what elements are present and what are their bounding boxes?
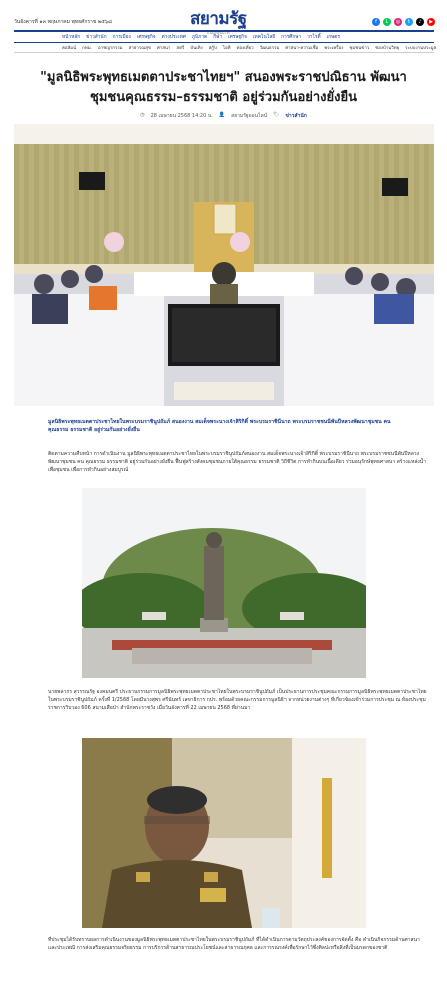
chairman-illustration (82, 738, 366, 928)
article-paragraph: ที่ประชุมได้รับทราบผลการดำเนินงานของมูลนิธิพระพุทธเมตตาประชาไทยในพระบรมราชินูปถัมภ์ ที่ได้ดำเนินการตามวัตถุประสงค์ของการจัดตั้ง คือ ดำเนินกิจกรรมด้านศาสนาและประเพณี การส่งเสริมคุณธรรมจริยธรรม การบริการด้านสาธารณประโยชน์และสาธารณกุศล และการรณรงค์เพื่อรักษาไว้ซึ่งศิลปะหรือสิ่งที่เป็นมรดกของชาติ (48, 937, 420, 951)
subnav-item[interactable]: กทม. (82, 46, 93, 51)
nav-item[interactable]: เศรษฐกิจ (228, 35, 247, 40)
primary-nav (14, 30, 434, 42)
nav-item[interactable]: การศึกษา (281, 35, 302, 40)
article-meta (0, 112, 447, 120)
subnav-item[interactable]: สตรี (176, 46, 185, 51)
twitter-icon[interactable]: t (405, 18, 413, 26)
subnav-item[interactable]: ไอที (222, 46, 231, 51)
subnav-item[interactable]: ชุมชนข่าว (349, 46, 370, 51)
subnav-item[interactable]: วัฒนธรรม (259, 46, 280, 51)
subnav-item[interactable]: ศาสนา (156, 46, 171, 51)
subnav-item[interactable]: ระบบงานประมูล (405, 46, 437, 51)
line-icon[interactable]: L (383, 18, 391, 26)
meeting-photo (14, 124, 434, 406)
nav-item[interactable]: กีฬา (213, 35, 223, 40)
nav-item[interactable]: เกษตร (326, 35, 340, 40)
facebook-icon[interactable]: f (372, 18, 380, 26)
meeting-illustration (14, 124, 434, 406)
logo-subtitle: SIAMRATH (206, 30, 230, 35)
chairman-photo (82, 738, 366, 928)
nav-item[interactable]: หน้าหลัก (62, 35, 81, 40)
nav-item[interactable]: ข่าวสำนัก (86, 35, 107, 40)
nav-item[interactable]: การเมือง (112, 35, 131, 40)
buddha-statue-photo (82, 488, 366, 678)
subnav-item[interactable]: สาธารณสุข (128, 46, 151, 51)
subnav-item[interactable]: สกู๊ป (208, 46, 217, 51)
logo-text: สยามรัฐ (190, 9, 247, 29)
social-links (372, 18, 435, 26)
tiktok-icon[interactable]: ♪ (416, 18, 424, 26)
clock-icon: ◷ (140, 112, 145, 118)
secondary-nav (14, 42, 437, 53)
nav-item[interactable]: วาไรตี้ (307, 35, 321, 40)
tag-icon: 🏷 (273, 112, 280, 118)
subnav-item[interactable]: ซองบ้านวิทยุ (375, 46, 400, 51)
article-paragraph: ติดตามความคืบหน้า การดำเนินงาน มูลนิธิพระพุทธเมตตาประชาไทยในพระบรมราชินูปถัมภ์สนองงาน สมเด็จพระนางเจ้าสิริกิติ์ พระบรมราชินีนาถ พระบรมราชชนนีพันปีหลวง พัฒนาชุมชน คน คุณธรรม ธรรมชาติ อยู่ร่วมกันอย่างยั่งยืน ฟื้นฟูสร้างสังคมชุมชนภายใต้คุณธรรม ธรรมชาติ วิถีชีวิต การทำกินบนเนื้อเดียว ร่วมอนุรักษ์พุทธศาสนา สร้างแหล่งน้ำเพื่อชุมชน เพื่อการทำกินอย่างสมบูรณ์ (48, 451, 426, 473)
header-date: วันอังคารที่ ๑๓ พฤษภาคม พุทธศักราช ๒๕๖๘ (14, 19, 112, 25)
article-author[interactable]: สยามรัฐออนไลน์ (231, 113, 268, 119)
subnav-item[interactable]: บันเทิง (190, 46, 203, 51)
subnav-item[interactable]: ศาสนา-ความเชื่อ (285, 46, 319, 51)
article-headline: "มูลนิธิพระพุทธเมตตาประชาไทยฯ" สนองพระราชปณิธาน พัฒนาชุมชนคุณธรรม–ธรรมชาติ อยู่ร่วมกันอย่างยั่งยืน (40, 70, 407, 105)
user-icon: 👤 (218, 112, 226, 118)
instagram-icon[interactable]: ◎ (395, 19, 401, 25)
nav-item[interactable]: เศรษฐกิจ (136, 35, 156, 40)
nav-item[interactable]: ภูมิภาค (191, 35, 208, 40)
nav-item[interactable]: เทคโนโลยี (252, 35, 276, 40)
photo-caption: มูลนิธิพระพุทธเมตตาประชาไทยในพระบรมราชินูปถัมภ์ สนองงาน สมเด็จพระนางเจ้าสิริกิติ์ พระบรมราชินีนาถ พระบรมราชชนนีพันปีหลวงพัฒนาชุมชน คน คุณธรรม ธรรมชาติ อยู่ร่วมกันอย่างยั่งยืน (48, 419, 391, 433)
statue-illustration (82, 488, 366, 678)
youtube-icon[interactable]: ▶ (427, 18, 435, 26)
nav-item[interactable]: ต่างประเทศ (161, 35, 186, 40)
subnav-item[interactable]: พระเครื่อง (324, 46, 344, 51)
article-paragraph: นายพลากร สุวรรณรัฐ องคมนตรี ประธานกรรมการมูลนิธิพระพุทธเมตตาประชาไทยในพระบรมราชินูปถัมภ์ เป็นประธานการประชุมคณะกรรมการมูลนิธิพระพุทธเมตตาประชาไทยในพระบรมราชินูปถัมภ์ ครั้งที่ 1/2568 โดยมีนางสุพร ศรีนันทร์ เลขาธิการ กปร. พร้อมด้วยคณะกรรมการมูลนิธิฯ จากหน่วยงานต่างๆ ที่เกี่ยวข้องเข้าร่วมการประชุม ณ ห้องประชุมราชการวิบวอง 606 สนามเสือป่า สำนักพระราชวัง เมื่อวันอังคารที่ 22 เมษายน 2568 ที่ผ่านมา (48, 689, 427, 711)
subnav-item[interactable]: ท่องเที่ยว (236, 46, 254, 51)
article-category[interactable]: ข่าวสำนัก (285, 113, 307, 119)
article-date: 28 เมษายน 2568 14:20 น. (150, 113, 213, 119)
subnav-item[interactable]: คอลัมน์ (62, 46, 77, 51)
subnav-item[interactable]: อาชญากรรม (98, 46, 123, 51)
